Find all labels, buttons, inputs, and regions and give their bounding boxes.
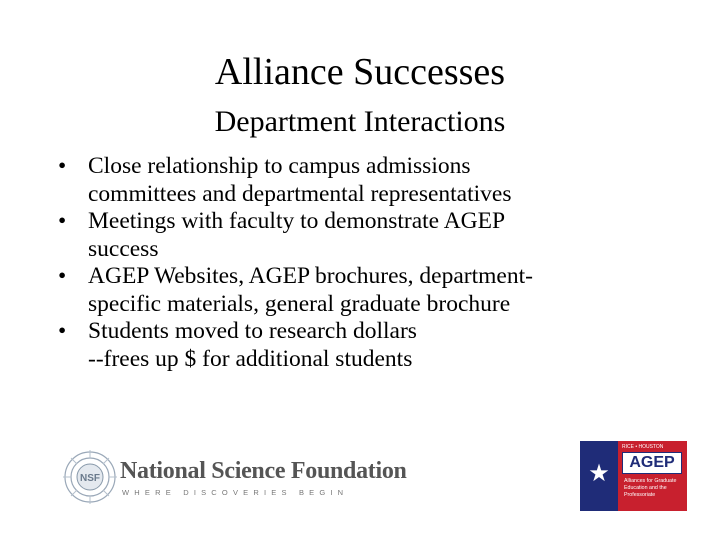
nsf-logo [60, 448, 407, 506]
texas-flag-blue-field [580, 441, 618, 511]
star-icon: ★ [588, 461, 610, 487]
bullet-list [58, 153, 658, 373]
bullet-marker: • [58, 318, 67, 344]
bullet-item [58, 263, 658, 318]
bullet-text-line: committees and departmental representatives [88, 180, 512, 207]
agep-logo [580, 441, 687, 511]
bullet-item [58, 318, 658, 373]
bullet-text-line: success [88, 235, 159, 262]
slide-subtitle: Department Interactions [214, 105, 506, 138]
bullet-marker: • [58, 263, 67, 289]
nsf-tagline: WHERE DISCOVERIES BEGIN [122, 488, 349, 497]
agep-description: Alliances for Graduate Education and the Professoriate [624, 478, 677, 498]
nsf-seal-icon [60, 448, 120, 506]
bullet-text-line: Students moved to research dollars [88, 318, 417, 344]
bullet-marker: • [58, 208, 67, 234]
texas-flag-red-field [618, 441, 687, 511]
agep-wordmark: AGEP [622, 452, 682, 474]
bullet-item [58, 208, 658, 263]
bullet-text-line: specific materials, general graduate brochure [88, 290, 511, 317]
bullet-text-line: AGEP Websites, AGEP brochures, department- [88, 263, 533, 289]
bullet-text-line: Close relationship to campus admissions [88, 153, 471, 179]
bullet-item [58, 153, 658, 208]
agep-small-text: RICE • HOUSTON [622, 444, 664, 450]
slide-title: Alliance Successes [214, 51, 506, 93]
nsf-name: National Science Foundation [120, 458, 407, 484]
nsf-seal-text: NSF [80, 473, 100, 484]
bullet-text-line: --frees up $ for additional students [88, 345, 413, 372]
bullet-text-line: Meetings with faculty to demonstrate AGEP [88, 208, 506, 234]
bullet-marker: • [58, 153, 67, 179]
